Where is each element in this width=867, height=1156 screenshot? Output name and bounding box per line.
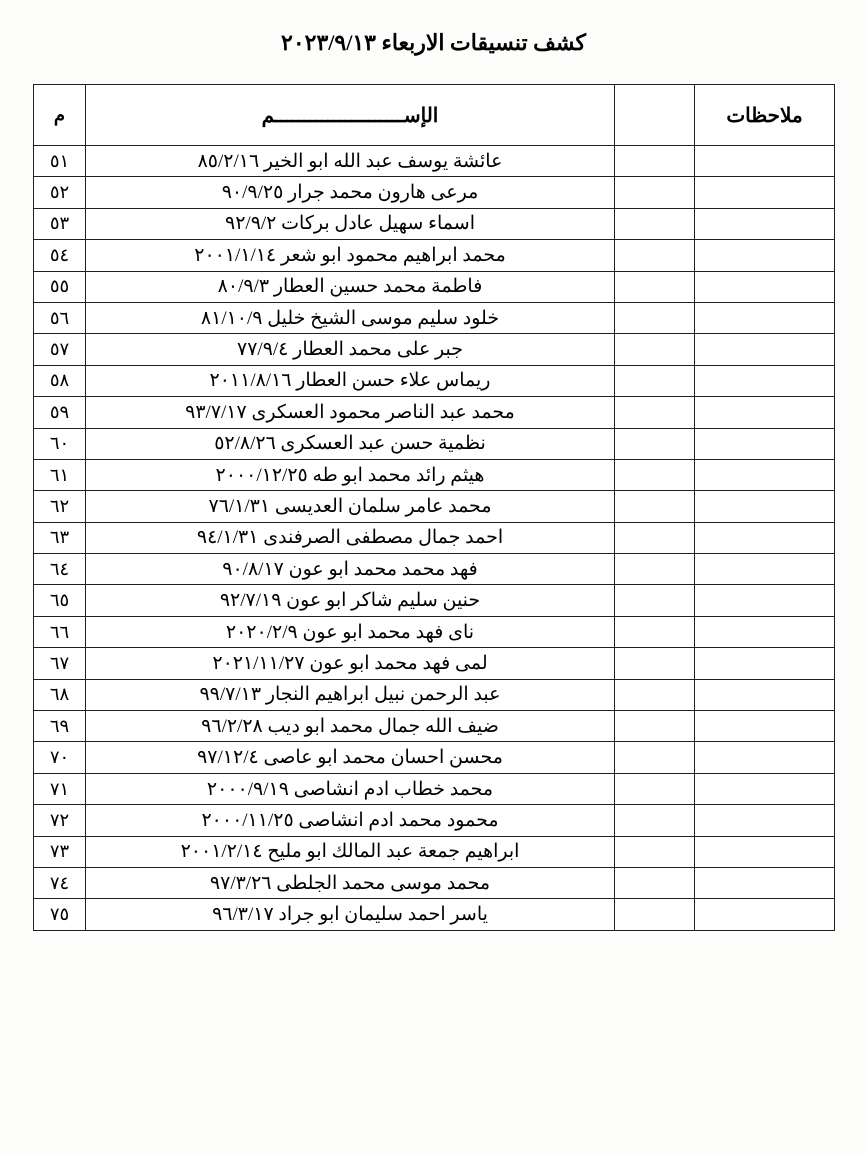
cell-name: ريماس علاء حسن العطار ٢٠١١/٨/١٦ bbox=[86, 365, 615, 396]
cell-name: محمد خطاب ادم انشاصى ٢٠٠٠/٩/١٩ bbox=[86, 773, 615, 804]
column-header-notes: ملاحظات bbox=[695, 85, 835, 146]
cell-blank bbox=[615, 836, 695, 867]
cell-notes bbox=[695, 177, 835, 208]
table-header bbox=[34, 85, 835, 146]
cell-blank bbox=[615, 805, 695, 836]
cell-notes bbox=[695, 711, 835, 742]
cell-name: حنين سليم شاكر ابو عون ٩٢/٧/١٩ bbox=[86, 585, 615, 616]
cell-name: ناى فهد محمد ابو عون ٢٠٢٠/٢/٩ bbox=[86, 616, 615, 647]
table-row bbox=[34, 302, 835, 333]
cell-notes bbox=[695, 899, 835, 930]
table-row bbox=[34, 428, 835, 459]
table-row bbox=[34, 522, 835, 553]
cell-name: مرعى هارون محمد جرار ٩٠/٩/٢٥ bbox=[86, 177, 615, 208]
cell-notes bbox=[695, 773, 835, 804]
cell-notes bbox=[695, 208, 835, 239]
cell-name: محمود محمد ادم انشاصى ٢٠٠٠/١١/٢٥ bbox=[86, 805, 615, 836]
cell-index: ٥٥ bbox=[34, 271, 86, 302]
coordination-table-wrapper bbox=[33, 84, 835, 931]
cell-blank bbox=[615, 459, 695, 490]
cell-name: فاطمة محمد حسين العطار ٨٠/٩/٣ bbox=[86, 271, 615, 302]
table-row bbox=[34, 459, 835, 490]
cell-blank bbox=[615, 616, 695, 647]
table-row bbox=[34, 208, 835, 239]
cell-blank bbox=[615, 302, 695, 333]
table-row bbox=[34, 585, 835, 616]
table-row bbox=[34, 899, 835, 930]
table-row bbox=[34, 867, 835, 898]
cell-index: ٥٨ bbox=[34, 365, 86, 396]
cell-index: ٦٦ bbox=[34, 616, 86, 647]
cell-index: ٥٣ bbox=[34, 208, 86, 239]
cell-blank bbox=[615, 648, 695, 679]
table-row bbox=[34, 616, 835, 647]
cell-notes bbox=[695, 836, 835, 867]
cell-name: لمى فهد محمد ابو عون ٢٠٢١/١١/٢٧ bbox=[86, 648, 615, 679]
cell-index: ٧٠ bbox=[34, 742, 86, 773]
cell-index: ٦٩ bbox=[34, 711, 86, 742]
cell-index: ٦١ bbox=[34, 459, 86, 490]
coordination-table bbox=[33, 84, 835, 931]
cell-index: ٦٢ bbox=[34, 491, 86, 522]
cell-blank bbox=[615, 867, 695, 898]
cell-notes bbox=[695, 616, 835, 647]
page-title: كشف تنسيقات الاربعاء ٢٠٢٣/٩/١٣ bbox=[281, 30, 586, 55]
table-row bbox=[34, 365, 835, 396]
cell-name: فهد محمد محمد ابو عون ٩٠/٨/١٧ bbox=[86, 554, 615, 585]
cell-notes bbox=[695, 679, 835, 710]
table-row bbox=[34, 711, 835, 742]
cell-index: ٥٩ bbox=[34, 397, 86, 428]
cell-blank bbox=[615, 491, 695, 522]
column-header-index: م bbox=[34, 85, 86, 146]
cell-index: ٦٣ bbox=[34, 522, 86, 553]
cell-index: ٦٤ bbox=[34, 554, 86, 585]
cell-name: نظمية حسن عبد العسكرى ٥٢/٨/٢٦ bbox=[86, 428, 615, 459]
cell-index: ٧١ bbox=[34, 773, 86, 804]
table-row bbox=[34, 334, 835, 365]
cell-name: محمد عبد الناصر محمود العسكرى ٩٣/٧/١٧ bbox=[86, 397, 615, 428]
cell-name: هيثم رائد محمد ابو طه ٢٠٠٠/١٢/٢٥ bbox=[86, 459, 615, 490]
column-header-blank bbox=[615, 85, 695, 146]
table-row bbox=[34, 805, 835, 836]
cell-notes bbox=[695, 648, 835, 679]
cell-notes bbox=[695, 805, 835, 836]
cell-blank bbox=[615, 271, 695, 302]
cell-name: اسماء سهيل عادل بركات ٩٢/٩/٢ bbox=[86, 208, 615, 239]
cell-index: ٦٥ bbox=[34, 585, 86, 616]
cell-name: محسن احسان محمد ابو عاصى ٩٧/١٢/٤ bbox=[86, 742, 615, 773]
cell-notes bbox=[695, 867, 835, 898]
cell-name: ابراهيم جمعة عبد المالك ابو مليح ٢٠٠١/٢/١٤ bbox=[86, 836, 615, 867]
cell-notes bbox=[695, 397, 835, 428]
cell-index: ٧٥ bbox=[34, 899, 86, 930]
cell-blank bbox=[615, 585, 695, 616]
cell-notes bbox=[695, 491, 835, 522]
table-row bbox=[34, 491, 835, 522]
cell-notes bbox=[695, 146, 835, 177]
table-row bbox=[34, 836, 835, 867]
cell-notes bbox=[695, 334, 835, 365]
cell-blank bbox=[615, 146, 695, 177]
cell-notes bbox=[695, 522, 835, 553]
table-header-row bbox=[34, 85, 835, 146]
cell-blank bbox=[615, 397, 695, 428]
table-row bbox=[34, 648, 835, 679]
table-row bbox=[34, 679, 835, 710]
cell-name: خلود سليم موسى الشيخ خليل ٨١/١٠/٩ bbox=[86, 302, 615, 333]
cell-notes bbox=[695, 271, 835, 302]
cell-name: ياسر احمد سليمان ابو جراد ٩٦/٣/١٧ bbox=[86, 899, 615, 930]
table-row bbox=[34, 397, 835, 428]
table-row bbox=[34, 271, 835, 302]
cell-name: محمد موسى محمد الجلطى ٩٧/٣/٢٦ bbox=[86, 867, 615, 898]
table-row bbox=[34, 177, 835, 208]
table-body bbox=[34, 146, 835, 931]
cell-notes bbox=[695, 302, 835, 333]
table-row bbox=[34, 773, 835, 804]
cell-notes bbox=[695, 585, 835, 616]
cell-index: ٥٤ bbox=[34, 240, 86, 271]
cell-notes bbox=[695, 428, 835, 459]
column-header-name: الإســــــــــــــــــــــم bbox=[86, 85, 615, 146]
cell-blank bbox=[615, 240, 695, 271]
cell-blank bbox=[615, 899, 695, 930]
cell-blank bbox=[615, 428, 695, 459]
cell-name: محمد ابراهيم محمود ابو شعر ٢٠٠١/١/١٤ bbox=[86, 240, 615, 271]
cell-blank bbox=[615, 711, 695, 742]
cell-index: ٧٤ bbox=[34, 867, 86, 898]
cell-blank bbox=[615, 742, 695, 773]
cell-name: عبد الرحمن نبيل ابراهيم النجار ٩٩/٧/١٣ bbox=[86, 679, 615, 710]
cell-notes bbox=[695, 365, 835, 396]
cell-index: ٥٧ bbox=[34, 334, 86, 365]
cell-blank bbox=[615, 554, 695, 585]
cell-index: ٦٧ bbox=[34, 648, 86, 679]
cell-index: ٥٦ bbox=[34, 302, 86, 333]
table-row bbox=[34, 554, 835, 585]
table-row bbox=[34, 146, 835, 177]
cell-index: ٧٢ bbox=[34, 805, 86, 836]
cell-name: جبر على محمد العطار ٧٧/٩/٤ bbox=[86, 334, 615, 365]
table-row bbox=[34, 240, 835, 271]
cell-blank bbox=[615, 208, 695, 239]
cell-index: ٦٨ bbox=[34, 679, 86, 710]
cell-notes bbox=[695, 554, 835, 585]
cell-name: عائشة يوسف عبد الله ابو الخير ٨٥/٢/١٦ bbox=[86, 146, 615, 177]
cell-index: ٥٢ bbox=[34, 177, 86, 208]
cell-blank bbox=[615, 522, 695, 553]
cell-notes bbox=[695, 459, 835, 490]
cell-blank bbox=[615, 365, 695, 396]
cell-name: محمد عامر سلمان العديسى ٧٦/١/٣١ bbox=[86, 491, 615, 522]
cell-notes bbox=[695, 240, 835, 271]
cell-index: ٧٣ bbox=[34, 836, 86, 867]
cell-blank bbox=[615, 177, 695, 208]
cell-name: ضيف الله جمال محمد ابو ديب ٩٦/٢/٢٨ bbox=[86, 711, 615, 742]
cell-blank bbox=[615, 773, 695, 804]
cell-index: ٥١ bbox=[34, 146, 86, 177]
table-row bbox=[34, 742, 835, 773]
cell-blank bbox=[615, 334, 695, 365]
cell-name: احمد جمال مصطفى الصرفندى ٩٤/١/٣١ bbox=[86, 522, 615, 553]
cell-blank bbox=[615, 679, 695, 710]
cell-notes bbox=[695, 742, 835, 773]
cell-index: ٦٠ bbox=[34, 428, 86, 459]
